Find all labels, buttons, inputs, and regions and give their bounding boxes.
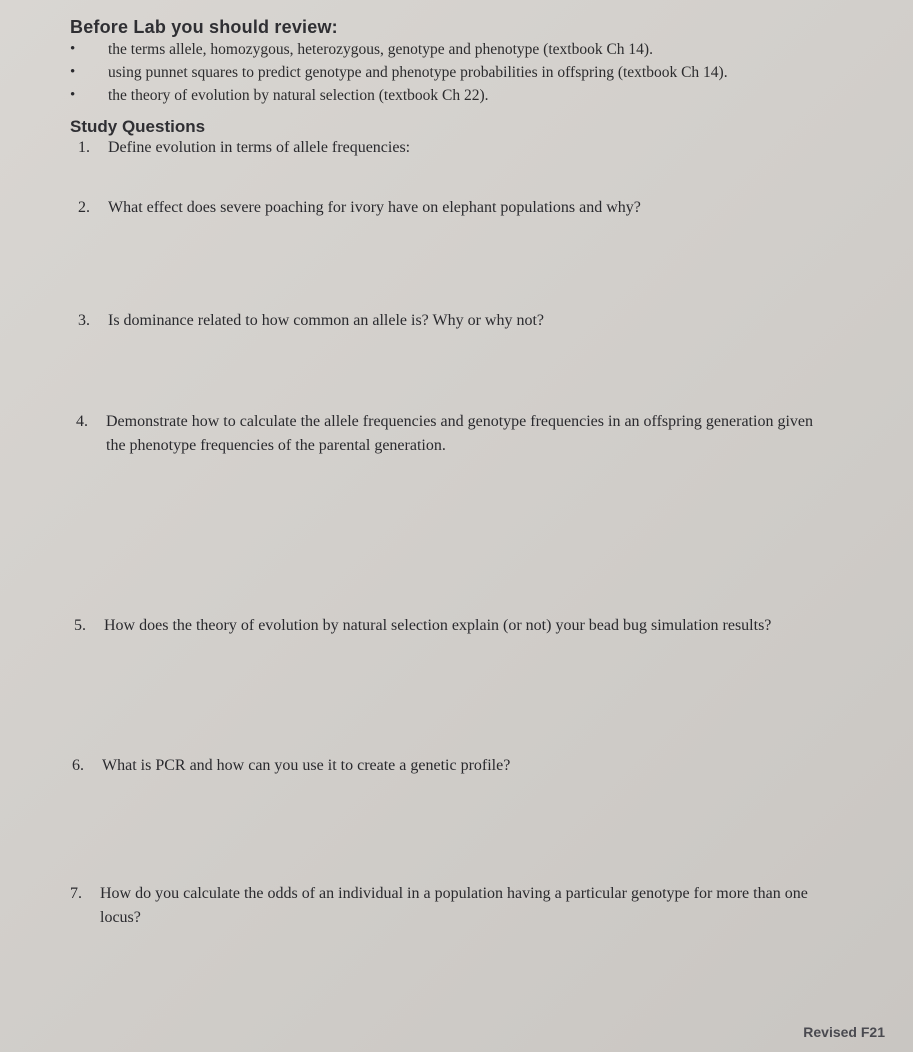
question-number: 2.: [78, 199, 90, 216]
question-number: 5.: [74, 617, 86, 634]
review-item-text: the theory of evolution by natural selection (textbook Ch 22).: [108, 87, 489, 104]
question-number: 1.: [78, 139, 90, 156]
review-item-text: the terms allele, homozygous, heterozygous, genotype and phenotype (textbook Ch 14).: [108, 41, 653, 58]
bullet-icon: •: [70, 87, 76, 103]
before-lab-heading: Before Lab you should review:: [70, 17, 338, 37]
question-text: Is dominance related to how common an allele is? Why or why not?: [108, 312, 545, 329]
question-number: 3.: [78, 312, 90, 329]
question-number: 7.: [70, 885, 82, 902]
question-text: What is PCR and how can you use it to create a genetic profile?: [102, 757, 511, 774]
revised-label: Revised F21: [803, 1024, 885, 1040]
study-questions-heading: Study Questions: [70, 117, 206, 136]
question-text: How do you calculate the odds of an individual in a population having a particular genotype for more than one locus?: [100, 885, 808, 926]
question-text: Demonstrate how to calculate the allele frequencies and genotype frequencies in an offspring generation given the phenotype frequencies of the parental generation.: [106, 413, 813, 454]
question-text: Define evolution in terms of allele frequencies:: [108, 139, 411, 156]
question-text: How does the theory of evolution by natural selection explain (or not) your bead bug simulation results?: [104, 617, 772, 634]
bullet-icon: •: [70, 41, 76, 57]
question-text: What effect does severe poaching for ivory have on elephant populations and why?: [108, 199, 641, 216]
bullet-icon: •: [70, 64, 76, 80]
review-item-text: using punnet squares to predict genotype and phenotype probabilities in offspring (textbook Ch 14).: [108, 64, 728, 81]
question-number: 4.: [76, 413, 88, 430]
question-number: 6.: [72, 757, 84, 774]
